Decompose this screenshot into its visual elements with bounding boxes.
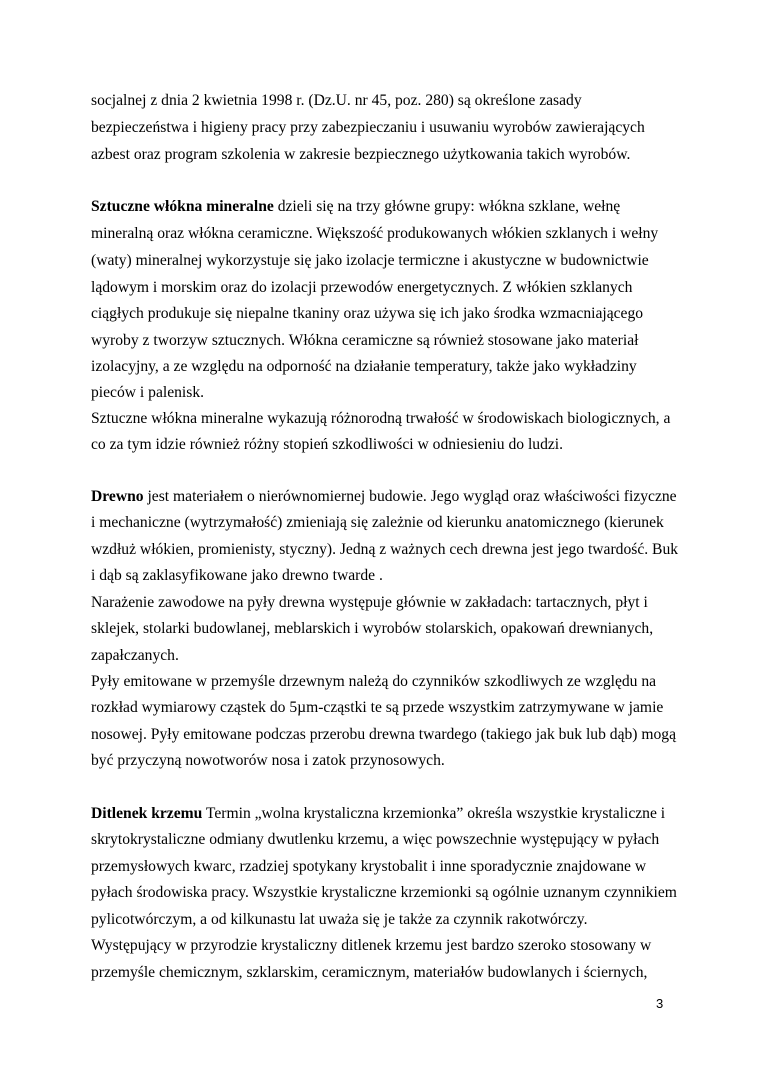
text-line: socjalnej z dnia 2 kwietnia 1998 r. (Dz.U. nr 45, poz. 280) są określone zasady xyxy=(91,92,582,109)
text-line: przemyśle chemicznym, szklarskim, ceramicznym, materiałów budowlanych i ściernych, xyxy=(91,964,648,981)
text-line: wzdłuż włókien, promienisty, styczny). Jedną z ważnych cech drewna jest jego twardość. Buk xyxy=(91,541,679,558)
section-heading: Drewno xyxy=(91,488,144,505)
text-line: izolacyjny, a ze względu na odporność na działanie temperatury, także jako wykładziny xyxy=(91,358,637,375)
text-line: pieców i palenisk. xyxy=(91,384,205,401)
section-heading: Sztuczne włókna mineralne xyxy=(91,198,274,215)
text-line: Sztuczne włókna mineralne dzieli się na trzy główne grupy: włókna szklane, wełnę xyxy=(91,198,621,215)
section-heading: Ditlenek krzemu xyxy=(91,805,203,822)
text-line: Drewno jest materiałem o nierównomiernej budowie. Jego wygląd oraz właściwości fizyczne xyxy=(91,488,677,505)
text-line: sklejek, stolarki budowlanej, meblarskich i wyrobów stolarskich, opakowań drewnianych, xyxy=(91,620,654,637)
text-line: przemysłowych kwarc, rzadziej spotykany krystobalit i inne sporadycznie znajdowane w xyxy=(91,858,647,875)
text-line: ciągłych produkuje się niepalne tkaniny oraz używa się ich jako środka wzmacniającego xyxy=(91,305,644,322)
text-line: pyłach środowiska pracy. Wszystkie krystaliczne krzemionki są ogólnie uznanym czynnikiem xyxy=(91,884,677,901)
text-line: Występujący w przyrodzie krystaliczny ditlenek krzemu jest bardzo szeroko stosowany w xyxy=(91,937,652,954)
text-line: rozkład wymiarowy cząstek do 5µm-cząstki te są przede wszystkim zatrzymywane w jamie xyxy=(91,699,664,716)
text-line: (waty) mineralnej wykorzystuje się jako izolacje termiczne i akustyczne w budownictwie xyxy=(91,252,649,269)
text-line: co za tym idzie również różny stopień szkodliwości w odniesieniu do ludzi. xyxy=(91,436,564,453)
text-line: Pyły emitowane w przemyśle drzewnym należą do czynników szkodliwych ze względu na xyxy=(91,673,657,690)
text-line: nosowej. Pyły emitowane podczas przerobu drewna twardego (takiego jak buk lub dąb) mogą xyxy=(91,726,677,743)
text-line: mineralną oraz włókna ceramiczne. Większość produkowanych włókien szklanych i wełny xyxy=(91,225,659,242)
text-line: skrytokrystaliczne odmiany dwutlenku krzemu, a więc powszechnie występujący w pyłach xyxy=(91,831,660,848)
page-number: 3 xyxy=(656,996,664,1011)
text-line: Narażenie zawodowe na pyły drewna występuje głównie w zakładach: tartacznych, płyt i xyxy=(91,594,648,611)
text-line: i mechaniczne (wytrzymałość) zmieniają się zależnie od kierunku anatomicznego (kierunek xyxy=(91,514,664,531)
text-line: wyroby z tworzyw sztucznych. Włókna ceramiczne są również stosowane jako materiał xyxy=(91,332,639,349)
text-line: Ditlenek krzemu Termin „wolna krystaliczna krzemionka” określa wszystkie krystaliczne i xyxy=(91,805,666,822)
text-line: pylicotwórczym, a od kilkunastu lat uważa się je także za czynnik rakotwórczy. xyxy=(91,911,588,928)
text-line: Sztuczne włókna mineralne wykazują różnorodną trwałość w środowiskach biologicznych, a xyxy=(91,410,671,427)
text-line: i dąb są zaklasyfikowane jako drewno twarde . xyxy=(91,567,383,584)
text-line: być przyczyną nowotworów nosa i zatok przynosowych. xyxy=(91,752,445,769)
text-line: bezpieczeństwa i higieny pracy przy zabezpieczaniu i usuwaniu wyrobów zawierających xyxy=(91,119,645,136)
text-line: zapałczanych. xyxy=(91,647,179,664)
text-line: azbest oraz program szkolenia w zakresie bezpiecznego użytkowania takich wyrobów. xyxy=(91,146,631,163)
text-line: lądowym i morskim oraz do izolacji przewodów energetycznych. Z włókien szklanych xyxy=(91,279,633,296)
